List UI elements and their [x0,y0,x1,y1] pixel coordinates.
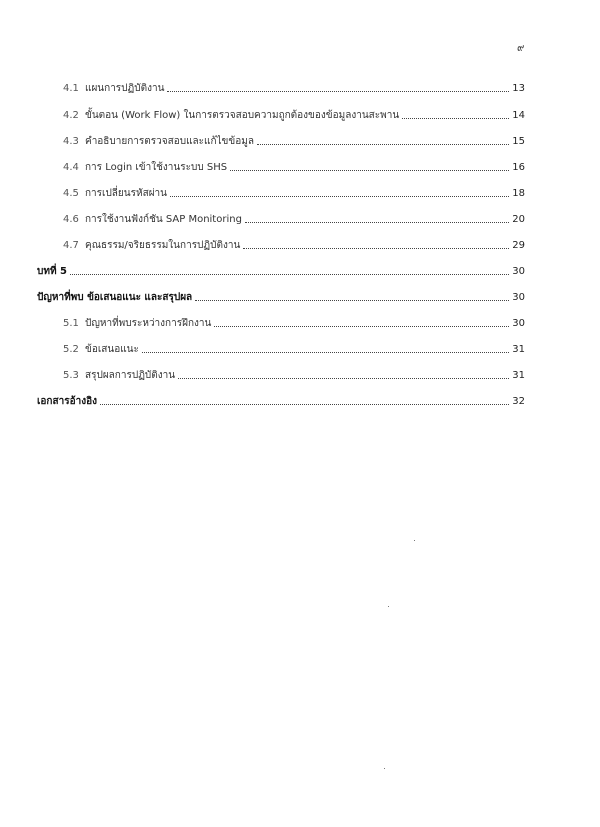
toc-entry-title: เอกสารอ้างอิง [37,396,97,407]
toc-entry-page: 16 [512,162,525,173]
toc-entry [63,366,525,382]
toc-entry-title: ปัญหาที่พบ ข้อเสนอแนะ และสรุปผล [37,292,193,303]
toc-entry-page: 31 [512,344,525,355]
toc-chapter [37,392,525,408]
toc-entry-page: 30 [512,266,525,277]
toc-entry-number: 5.1 [63,318,79,329]
toc-leader [100,403,509,405]
toc-leader [70,273,509,275]
toc-entry [63,210,525,226]
toc-leader [257,143,509,145]
toc-entry-number: 4.3 [63,136,79,147]
toc-entry-title: ปัญหาที่พบระหว่างการฝึกงาน [85,318,212,329]
toc-entry-title: ข้อเสนอแนะ [85,344,139,355]
toc-entry-number: 4.5 [63,188,79,199]
toc-entry-title: คุณธรรม/จริยธรรมในการปฏิบัติงาน [85,240,241,251]
toc-leader [402,117,509,119]
toc-chapter [37,262,525,278]
toc-leader [243,247,509,249]
toc-entry-title: สรุปผลการปฏิบัติงาน [85,370,176,381]
toc-entry [63,132,525,148]
toc-entry [63,314,525,330]
toc-entry-page: 32 [512,396,525,407]
toc-entry-title: แผนการปฏิบัติงาน [85,83,165,94]
toc-entry-page: 30 [512,292,525,303]
toc-entry-page: 14 [512,110,525,121]
toc-entry-title: การใช้งานฟังก์ชัน SAP Monitoring [85,214,242,225]
toc-entry-page: 13 [512,83,525,94]
toc-entry-title: บทที่ 5 [37,266,67,277]
toc-leader [167,90,509,92]
toc-leader [214,325,509,327]
toc-chapter [37,288,525,304]
toc-leader [142,351,509,353]
toc-entry-page: 31 [512,370,525,381]
toc-entry-title: การเปลี่ยนรหัสผ่าน [85,188,168,199]
scan-speck [414,540,415,541]
page-number: ๙ [517,43,525,54]
toc-entry-title: การ Login เข้าใช้งานระบบ SHS [85,162,228,173]
scan-speck [384,768,385,769]
toc-entry-number: 4.1 [63,83,79,94]
toc-entry [63,236,525,252]
toc-leader [195,299,509,301]
toc-entry [63,184,525,200]
toc-entry-page: 20 [512,214,525,225]
toc-entry-number: 4.6 [63,214,79,225]
toc-leader [178,377,509,379]
toc-entry [63,106,525,122]
toc-entry-page: 15 [512,136,525,147]
toc-entry-page: 18 [512,188,525,199]
toc-entry-page: 29 [512,240,525,251]
toc-entry-number: 4.2 [63,110,79,121]
toc-leader [230,169,509,171]
toc-entry-title: คำอธิบายการตรวจสอบและแก้ไขข้อมูล [85,136,254,147]
toc-entry-number: 4.7 [63,240,79,251]
scan-speck [388,606,389,607]
toc-entry [63,79,525,95]
toc-leader [245,221,509,223]
toc-entry [63,340,525,356]
toc-entry-number: 4.4 [63,162,79,173]
toc-leader [170,195,509,197]
toc-entry [63,158,525,174]
toc-entry-page: 30 [512,318,525,329]
toc-entry-number: 5.2 [63,344,79,355]
toc-entry-number: 5.3 [63,370,79,381]
toc-entry-title: ขั้นตอน (Work Flow) ในการตรวจสอบความถูกต้องของข้อมูลงานสะพาน [85,110,400,121]
